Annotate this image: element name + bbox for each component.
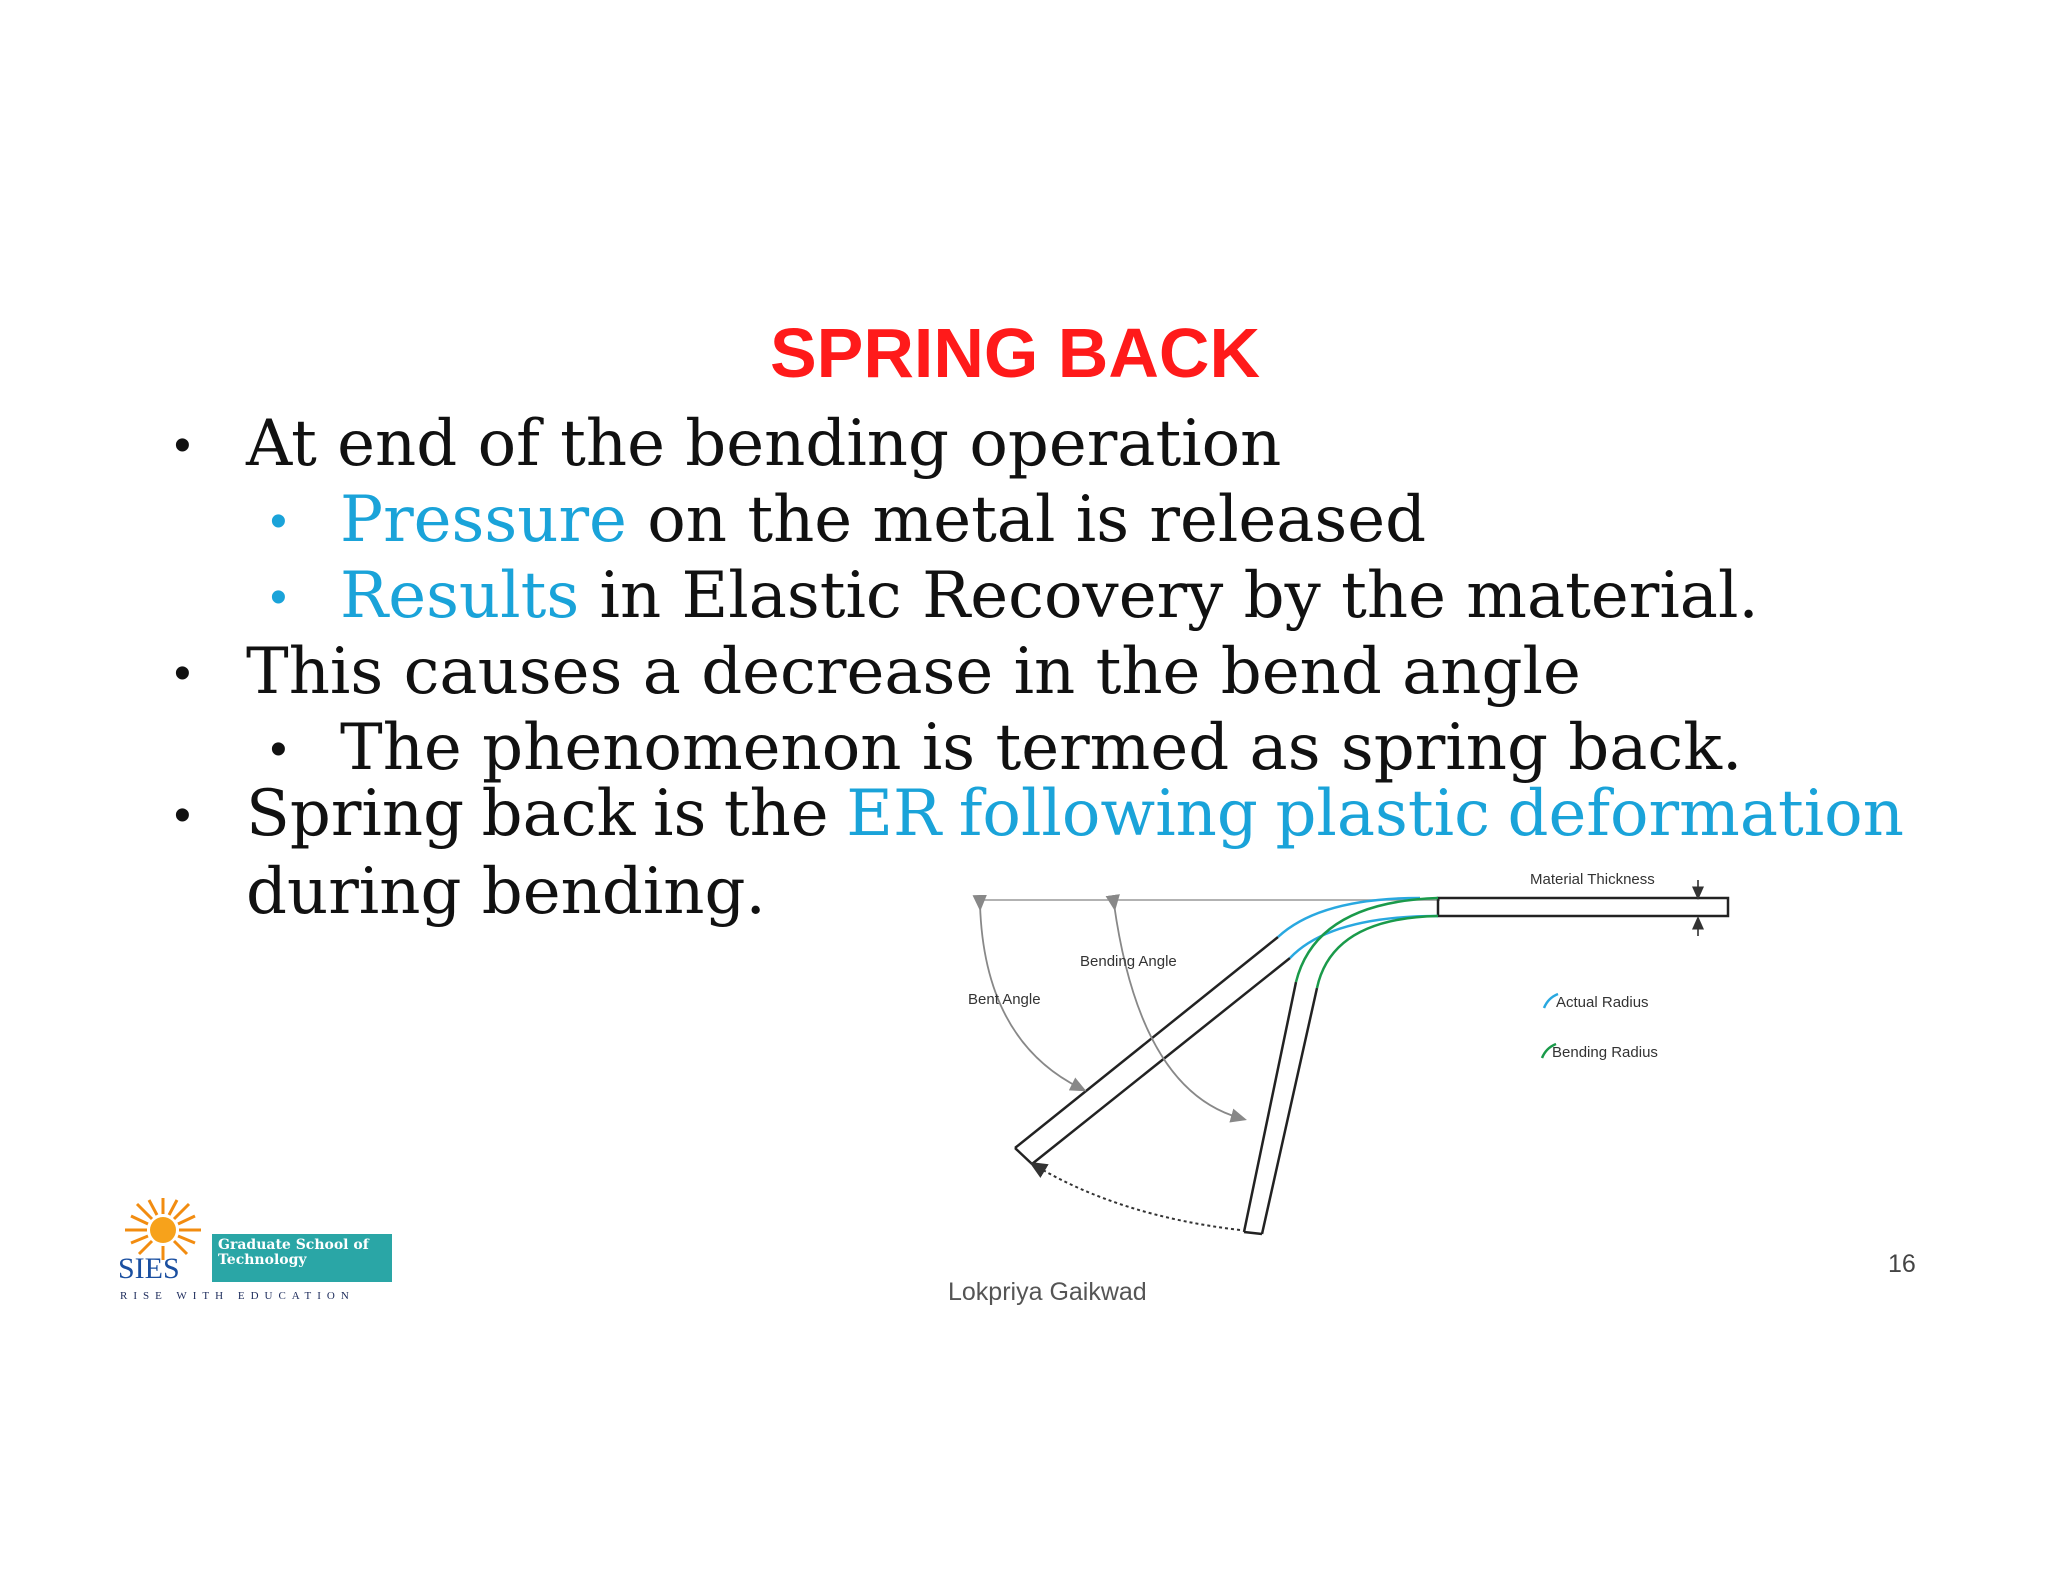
bullet-dot: • xyxy=(270,571,287,624)
bullet-2a: The phenomenon is termed as spring back. xyxy=(340,711,1743,785)
bending-radius-curve-outer xyxy=(1296,898,1438,982)
bullet-1: At end of the bending operation xyxy=(246,407,1282,481)
bullet-dot: • xyxy=(174,419,191,472)
bending-angle-label: Bending Angle xyxy=(1080,953,1177,970)
logo-tagline: RISE WITH EDUCATION xyxy=(120,1290,355,1302)
steep-leg-end xyxy=(1244,1232,1262,1234)
bullet-3-word: Spring xyxy=(246,777,465,851)
sheet-flat-part xyxy=(1438,898,1728,916)
spring-back-diagram xyxy=(960,860,1740,1260)
bullet-3-accent-word: deformation xyxy=(1507,777,1904,851)
bent-angle-label: Bent Angle xyxy=(968,991,1041,1008)
bullet-1a-text: on the metal is released xyxy=(626,483,1427,557)
bent-leg-inner xyxy=(1032,958,1290,1164)
material-thickness-label: Material Thickness xyxy=(1530,871,1655,888)
footer-author: Lokpriya Gaikwad xyxy=(948,1278,1147,1306)
bullet-3-accent-word: following xyxy=(958,777,1258,851)
bullet-1b-text: in Elastic Recovery by the material. xyxy=(579,559,1759,633)
logo-box-line-1: Graduate School of xyxy=(218,1237,369,1253)
actual-radius-label: Actual Radius xyxy=(1556,994,1649,1011)
actual-radius-curve-inner xyxy=(1290,916,1438,958)
bullet-1b-accent: Results xyxy=(340,559,580,633)
bullet-3-accent-word: plastic xyxy=(1275,777,1490,851)
bullet-dot: • xyxy=(174,647,191,700)
bending-radius-label: Bending Radius xyxy=(1552,1044,1658,1061)
page-number: 16 xyxy=(1888,1250,1916,1278)
logo-box-line-2: Technology xyxy=(218,1252,307,1268)
bullet-3-continued: during bending. xyxy=(246,855,766,929)
bullet-dot: • xyxy=(174,789,191,842)
bullet-1a xyxy=(340,483,1427,557)
bullet-2: This causes a decrease in the bend angle xyxy=(246,635,1581,709)
bullet-3-accent-word: ER xyxy=(846,777,942,851)
bullet-dot: • xyxy=(270,723,287,776)
bullet-3-word: is xyxy=(652,777,707,851)
spring-back-arc xyxy=(1036,1166,1240,1230)
logo-sies-text: SIES xyxy=(118,1252,180,1285)
bullet-3-word: back xyxy=(481,777,636,851)
bullet-3 xyxy=(246,777,1904,851)
bullet-3-word: the xyxy=(723,777,829,851)
logo-school-box xyxy=(212,1234,392,1282)
bending-radius-curve-inner xyxy=(1317,916,1438,988)
bent-leg-end xyxy=(1015,1148,1032,1164)
bullet-1b xyxy=(340,559,1759,633)
bullet-dot: • xyxy=(270,495,287,548)
bending-angle-arrow xyxy=(1114,904,1240,1118)
bullet-1a-accent: Pressure xyxy=(340,483,627,557)
sies-logo xyxy=(116,1196,396,1306)
slide-title: SPRING BACK xyxy=(769,314,1261,392)
